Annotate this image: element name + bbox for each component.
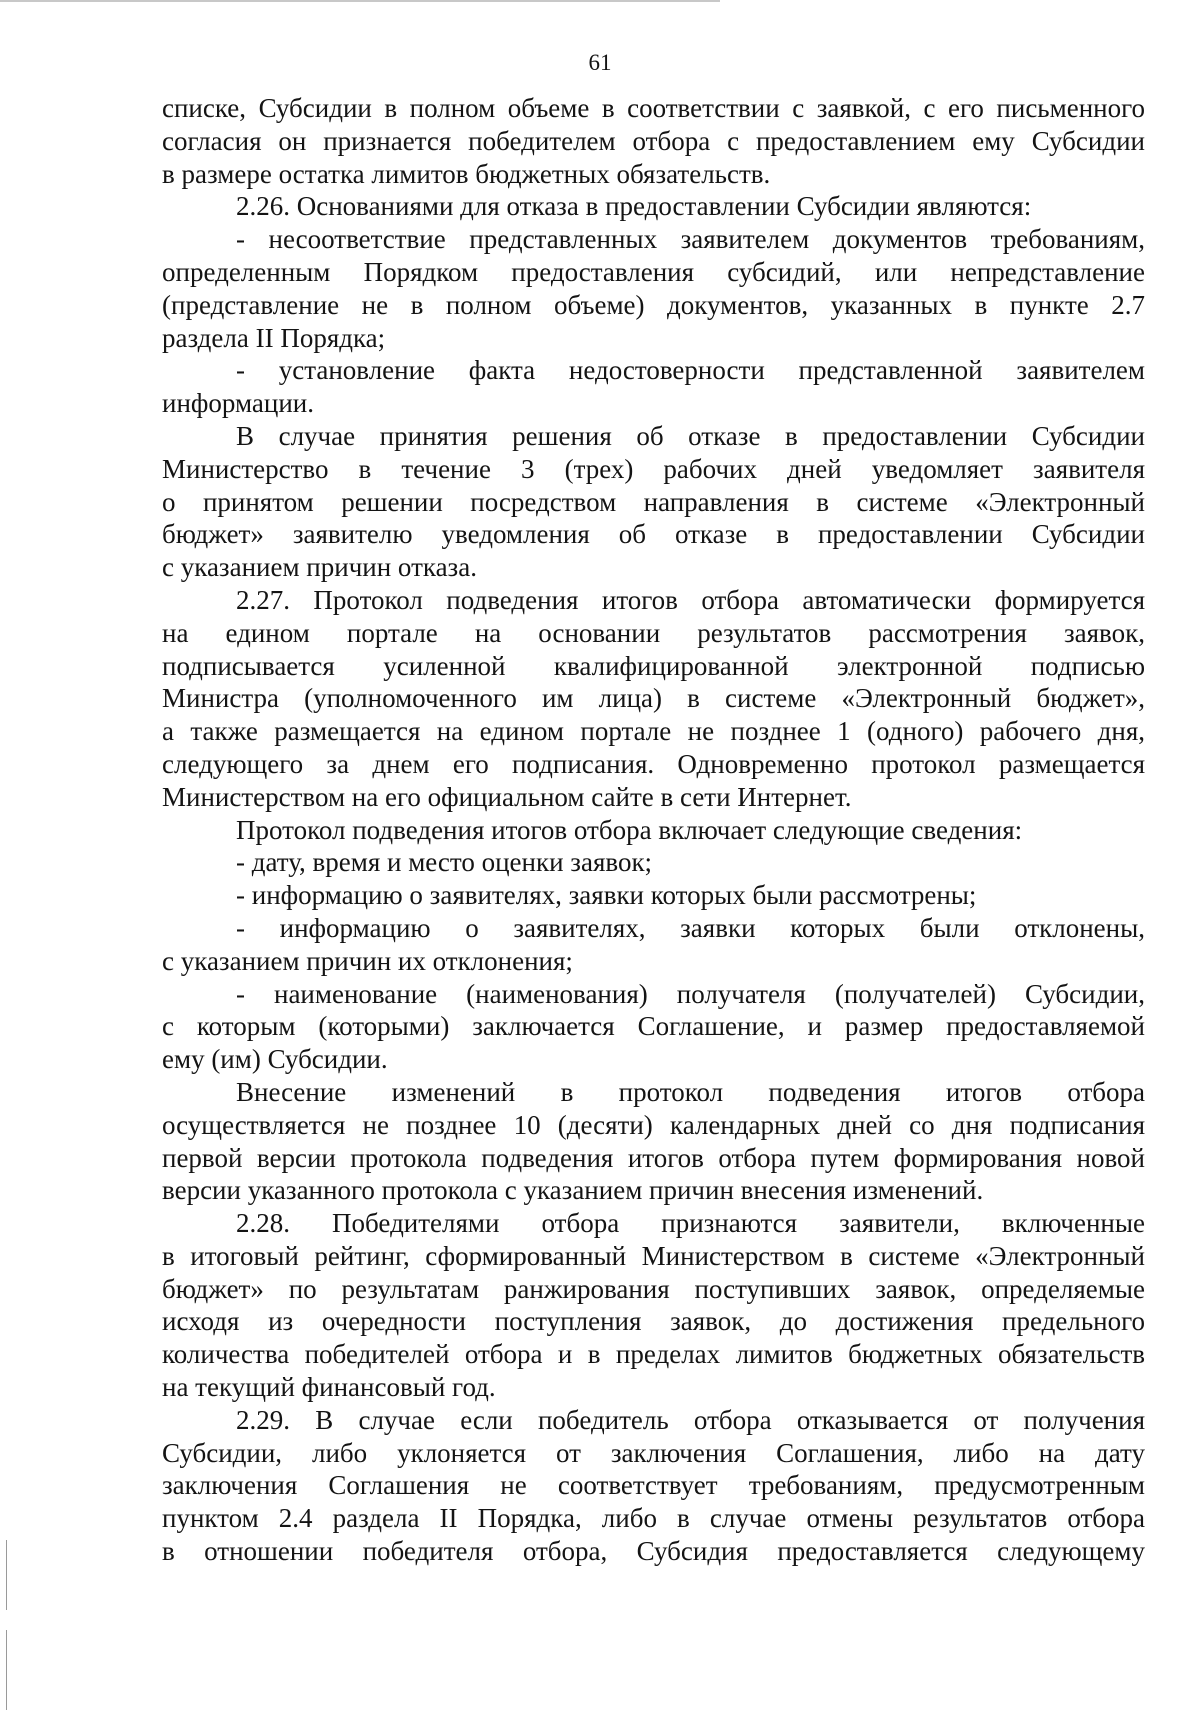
text-line: с которым (которыми) заключается Соглашение, и размер предоставляемой	[162, 1011, 1145, 1042]
text-line: в отношении победителя отбора, Субсидия предоставляется следующему	[162, 1536, 1145, 1567]
text-line: раздела II Порядка;	[162, 322, 386, 353]
text-line: 2.29. В случае если победитель отбора отказывается от получения	[236, 1404, 1145, 1435]
text-line: версии указанного протокола с указанием причин внесения изменений.	[162, 1175, 984, 1206]
text-line: списке, Субсидии в полном объеме в соответствии с заявкой, с его письменного	[162, 93, 1145, 123]
text-line: Министра (уполномоченного им лица) в системе «Электронный бюджет»,	[162, 683, 1145, 714]
scan-edge-left-lower	[6, 1630, 7, 1710]
text-line: информации.	[162, 388, 314, 419]
text-line: - дату, время и место оценки заявок;	[236, 847, 653, 878]
text-line: исходя из очередности поступления заявок, до достижения предельного	[162, 1306, 1145, 1337]
text-line: о принятом решении посредством направления в системе «Электронный	[162, 486, 1145, 517]
text-line: следующего за днем его подписания. Одновременно протокол размещается	[162, 748, 1145, 779]
text-line: первой версии протокола подведения итогов отбора путем формирования новой	[162, 1142, 1145, 1173]
text-line: Протокол подведения итогов отбора включает следующие сведения:	[236, 814, 1023, 845]
text-line: бюджет» заявителю уведомления об отказе в предоставлении Субсидии	[162, 519, 1145, 550]
text-line: 2.27. Протокол подведения итогов отбора автоматически формируется	[236, 584, 1145, 615]
text-line: подписывается усиленной квалифицированной электронной подписью	[162, 650, 1145, 681]
text-line: на текущий финансовый год.	[162, 1372, 496, 1403]
text-line: - несоответствие представленных заявителем документов требованиям,	[236, 224, 1145, 255]
text-line: определенным Порядком предоставления субсидий, или непредставление	[162, 256, 1145, 287]
text-line: согласия он признается победителем отбора с предоставлением ему Субсидии	[162, 125, 1145, 156]
scan-edge-left	[6, 1540, 7, 1610]
text-line: с указанием причин отказа.	[162, 552, 477, 583]
text-line: Министерством на его официальном сайте в сети Интернет.	[162, 781, 852, 812]
text-line: В случае принятия решения об отказе в предоставлении Субсидии	[236, 420, 1145, 451]
text-line: Субсидии, либо уклоняется от заключения Соглашения, либо на дату	[162, 1437, 1145, 1468]
text-line: - установление факта недостоверности представленной заявителем	[236, 355, 1145, 386]
text-line: осуществляется не позднее 10 (десяти) календарных дней со дня подписания	[162, 1109, 1145, 1140]
text-line: Министерство в течение 3 (трех) рабочих дней уведомляет заявителя	[162, 453, 1145, 484]
scan-edge-top	[0, 0, 720, 2]
text-line: ему (им) Субсидии.	[162, 1044, 388, 1075]
document-body	[162, 92, 1145, 1568]
page-number: 61	[588, 50, 612, 75]
text-line: а также размещается на едином портале не позднее 1 (одного) рабочего дня,	[162, 716, 1145, 747]
text-line: - информацию о заявителях, заявки которых были рассмотрены;	[236, 880, 977, 911]
text-line: количества победителей отбора и в пределах лимитов бюджетных обязательств	[162, 1339, 1145, 1370]
text-line: бюджет» по результатам ранжирования поступивших заявок, определяемые	[162, 1273, 1145, 1304]
text-line: заключения Соглашения не соответствует требованиям, предусмотренным	[162, 1470, 1145, 1501]
text-line: - наименование (наименования) получателя (получателей) Субсидии,	[236, 978, 1145, 1009]
text-line: - информацию о заявителях, заявки которых были отклонены,	[236, 912, 1145, 943]
text-line: в размере остатка лимитов бюджетных обязательств.	[162, 158, 771, 189]
text-line: на едином портале на основании результатов рассмотрения заявок,	[162, 617, 1145, 648]
text-line: 2.26. Основаниями для отказа в предоставлении Субсидии являются:	[236, 191, 1032, 222]
text-line: Внесение изменений в протокол подведения итогов отбора	[236, 1076, 1145, 1107]
text-line: (представление не в полном объеме) документов, указанных в пункте 2.7	[162, 289, 1145, 320]
text-line: пунктом 2.4 раздела II Порядка, либо в случае отмены результатов отбора	[162, 1503, 1145, 1534]
text-line: в итоговый рейтинг, сформированный Министерством в системе «Электронный	[162, 1240, 1145, 1271]
text-line: 2.28. Победителями отбора признаются заявители, включенные	[236, 1208, 1145, 1239]
text-line: с указанием причин их отклонения;	[162, 945, 573, 976]
